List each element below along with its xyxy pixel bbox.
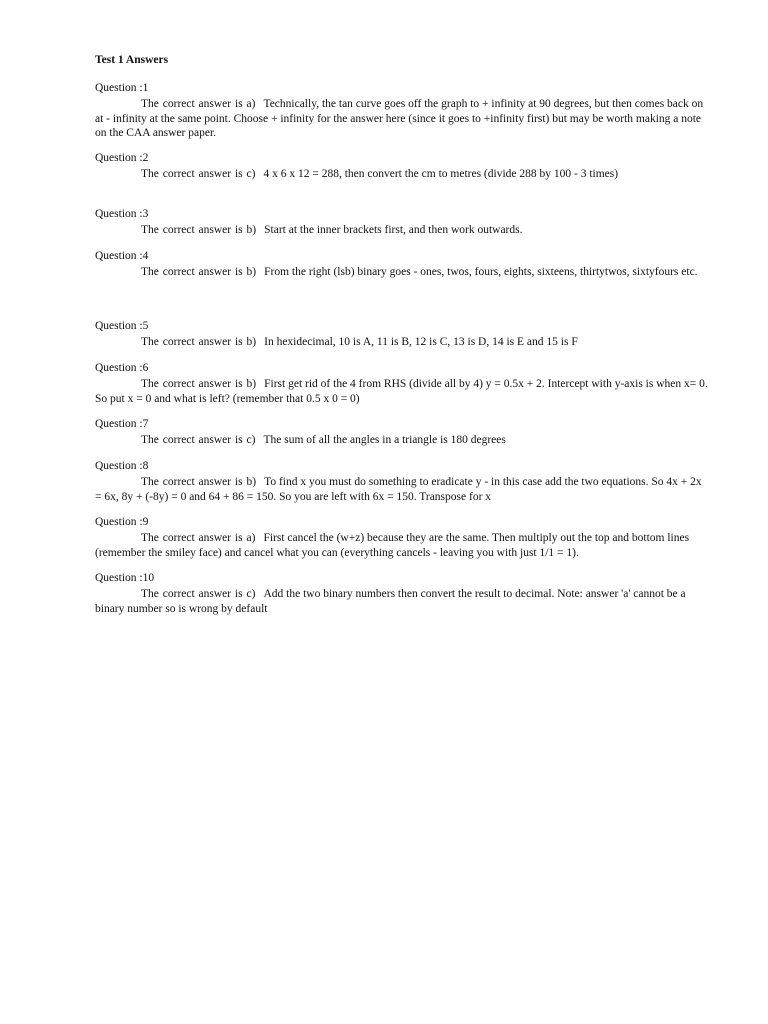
question-label: Question :2 bbox=[95, 152, 149, 164]
answer-explanation: In hexidecimal, 10 is A, 11 is B, 12 is C, 13 is D, 14 is E and 15 is F bbox=[264, 336, 578, 348]
answer-paragraph bbox=[95, 265, 710, 280]
answer-paragraph bbox=[95, 587, 710, 616]
answer-paragraph bbox=[95, 433, 710, 448]
question-label: Question :8 bbox=[95, 460, 149, 472]
answer-prefix: The correct answer is a) bbox=[141, 98, 256, 110]
answer-explanation: Technically, the tan curve goes off the graph to + infinity at 90 degrees, but then comes back on at - infinity at the same point. Choose + infinity for the answer here (since it goes to +infinity first) but may be worth making a note on the CAA answer paper. bbox=[95, 98, 704, 139]
answer-paragraph bbox=[95, 335, 710, 350]
answer-prefix: The correct answer is b) bbox=[141, 224, 257, 236]
question-label: Question :10 bbox=[95, 572, 155, 584]
question-label: Question :1 bbox=[95, 82, 149, 94]
answer-explanation: Start at the inner brackets first, and then work outwards. bbox=[264, 224, 523, 236]
answer-explanation: First get rid of the 4 from RHS (divide all by 4) y = 0.5x + 2. Intercept with y-axis is when x= 0. So put x = 0 and what is left? (remember that 0.5 x 0 = 0) bbox=[95, 378, 708, 405]
answer-explanation: 4 x 6 x 12 = 288, then convert the cm to metres (divide 288 by 100 - 3 times) bbox=[263, 168, 619, 180]
answer-prefix: The correct answer is a) bbox=[141, 532, 256, 544]
answer-prefix: The correct answer is b) bbox=[141, 476, 257, 488]
question-label: Question :4 bbox=[95, 250, 149, 262]
answer-explanation: First cancel the (w+z) because they are the same. Then multiply out the top and bottom lines (remember the smiley face) and cancel what you can (everything cancels - leaving you with just 1/1 = 1). bbox=[95, 532, 690, 559]
answer-prefix: The correct answer is c) bbox=[141, 168, 256, 180]
question-label: Question :6 bbox=[95, 362, 149, 374]
question-label: Question :5 bbox=[95, 320, 149, 332]
answer-paragraph bbox=[95, 531, 710, 560]
answer-explanation: The sum of all the angles in a triangle is 180 degrees bbox=[263, 434, 506, 446]
answer-prefix: The correct answer is b) bbox=[141, 336, 257, 348]
answer-prefix: The correct answer is c) bbox=[141, 434, 256, 446]
answer-prefix: The correct answer is b) bbox=[141, 266, 257, 278]
answer-explanation: From the right (lsb) binary goes - ones, twos, fours, eights, sixteens, thirtytwos, sixtyfours etc. bbox=[264, 266, 698, 278]
answer-paragraph bbox=[95, 223, 710, 238]
question-label: Question :9 bbox=[95, 516, 149, 528]
answer-explanation: Add the two binary numbers then convert the result to decimal. Note: answer 'a' cannot be a binary number so is wrong by default bbox=[95, 588, 686, 615]
question-label: Question :7 bbox=[95, 418, 149, 430]
answer-paragraph bbox=[95, 475, 710, 504]
answer-prefix: The correct answer is b) bbox=[141, 378, 257, 390]
answer-explanation: To find x you must do something to eradicate y - in this case add the two equations. So 4x + 2x = 6x, 8y + (-8y) = 0 and 64 + 86 = 150. So you are left with 6x = 150. Transpose for x bbox=[95, 476, 702, 503]
answer-paragraph bbox=[95, 97, 710, 141]
answer-paragraph bbox=[95, 377, 710, 406]
answer-paragraph bbox=[95, 167, 710, 182]
answer-prefix: The correct answer is c) bbox=[141, 588, 256, 600]
question-label: Question :3 bbox=[95, 208, 149, 220]
document-title: Test 1 Answers bbox=[95, 54, 169, 66]
